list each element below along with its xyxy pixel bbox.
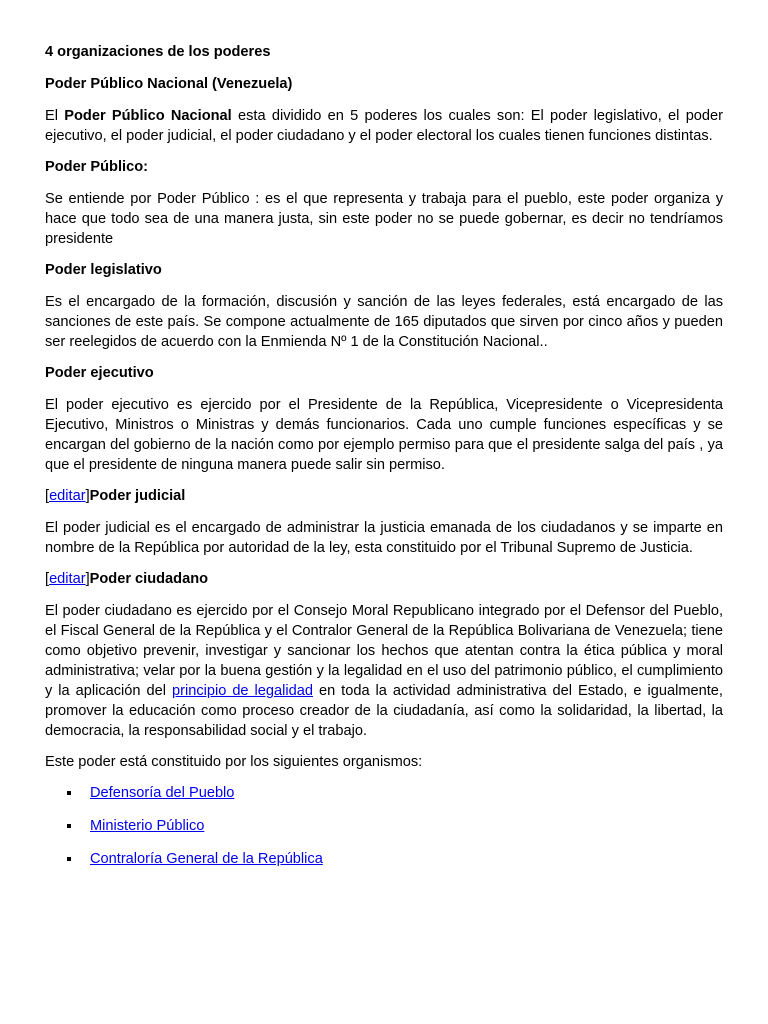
bullet-icon	[67, 791, 71, 795]
bullet-icon	[67, 824, 71, 828]
document-title: 4 organizaciones de los poderes	[45, 44, 271, 60]
intro-bold: Poder Público Nacional	[64, 108, 232, 124]
list-item	[45, 783, 723, 803]
orgs-intro: Este poder está constituido por los siguientes organismos:	[45, 754, 423, 770]
section-heading-publico: Poder Público:	[45, 159, 148, 175]
section-heading-judicial-row	[45, 486, 723, 506]
principio-legalidad-link[interactable]: principio de legalidad	[171, 683, 313, 699]
list-item	[45, 816, 723, 836]
org-link-defensoria[interactable]: Defensoría del Pueblo	[90, 785, 235, 801]
section-heading-judicial: Poder judicial	[89, 488, 186, 504]
list-item	[45, 849, 723, 869]
document-subtitle: Poder Público Nacional (Venezuela)	[45, 76, 293, 92]
section-heading-ejecutivo: Poder ejecutivo	[45, 365, 154, 381]
orgs-list	[45, 783, 723, 869]
edit-link-judicial[interactable]: editar	[49, 488, 86, 504]
section-text-judicial: El poder judicial es el encargado de administrar la justicia emanada de los ciudadanos y se imparte en nombre de la República por autoridad de la ley, esta constituido por el Tribunal Supremo de Justicia.	[45, 520, 723, 556]
bracket-close: ]	[85, 488, 90, 504]
section-text-publico: Se entiende por Poder Público : es el que representa y trabaja para el pueblo, este poder organiza y hace que todo sea de una manera justa, sin este poder no se puede gobernar, es decir no tendríamos presidente	[45, 191, 723, 247]
section-heading-legislativo: Poder legislativo	[45, 262, 162, 278]
section-heading-ciudadano-row	[45, 569, 723, 589]
section-text-legislativo: Es el encargado de la formación, discusión y sanción de las leyes federales, está encargado de las sanciones de este país. Se compone actualmente de 165 diputados que sirven por cinco años y pueden ser reelegidos de acuerdo con la Enmienda Nº 1 de la Constitución Nacional..	[45, 294, 723, 350]
bracket-open: [	[45, 488, 50, 504]
edit-link-ciudadano[interactable]: editar	[49, 571, 86, 587]
intro-pre: El	[45, 108, 65, 124]
section-text-ciudadano	[45, 601, 723, 741]
intro-post: esta dividido en 5 poderes los cuales son: El poder legislativo, el poder ejecutivo, el poder judicial, el poder ciudadano y el poder electoral los cuales tienen funciones distintas.	[45, 108, 724, 144]
org-link-contraloria[interactable]: Contraloría General de la República	[90, 851, 323, 867]
org-link-ministerio[interactable]: Ministerio Público	[90, 818, 205, 834]
section-text-ejecutivo: El poder ejecutivo es ejercido por el Presidente de la República, Vicepresidente o Vicepresidenta Ejecutivo, Ministros o Ministras y demás funcionarios. Cada uno cumple funciones específicas y se encargan del gobierno de la nación como por ejemplo permiso para que el presidente salga del país , ya que el presidente de ninguna manera puede salir sin permiso.	[45, 397, 723, 473]
intro-paragraph	[45, 106, 723, 146]
bracket-open: [	[45, 571, 50, 587]
ciudadano-text-pre: El poder ciudadano es ejercido por el Consejo Moral Republicano integrado por el Defensor del Pueblo, el Fiscal General de la República y el Contralor General de la República Bolivariana de Venezuela; tiene como objetivo prevenir, investigar y sancionar los hechos que atentan contra la ética pública y moral administrativa; velar por la buena gestión y la legalidad en el uso del patrimonio público, el cumplimiento y la aplicación del	[45, 603, 723, 699]
ciudadano-text-post: en toda la actividad administrativa del Estado, e igualmente, promover la educación como proceso creador de la ciudadanía, así como la solidaridad, la libertad, la democracia, la responsabilidad social y el trabajo.	[45, 683, 723, 739]
bullet-icon	[67, 857, 71, 861]
section-heading-ciudadano: Poder ciudadano	[89, 571, 209, 587]
bracket-close: ]	[85, 571, 90, 587]
